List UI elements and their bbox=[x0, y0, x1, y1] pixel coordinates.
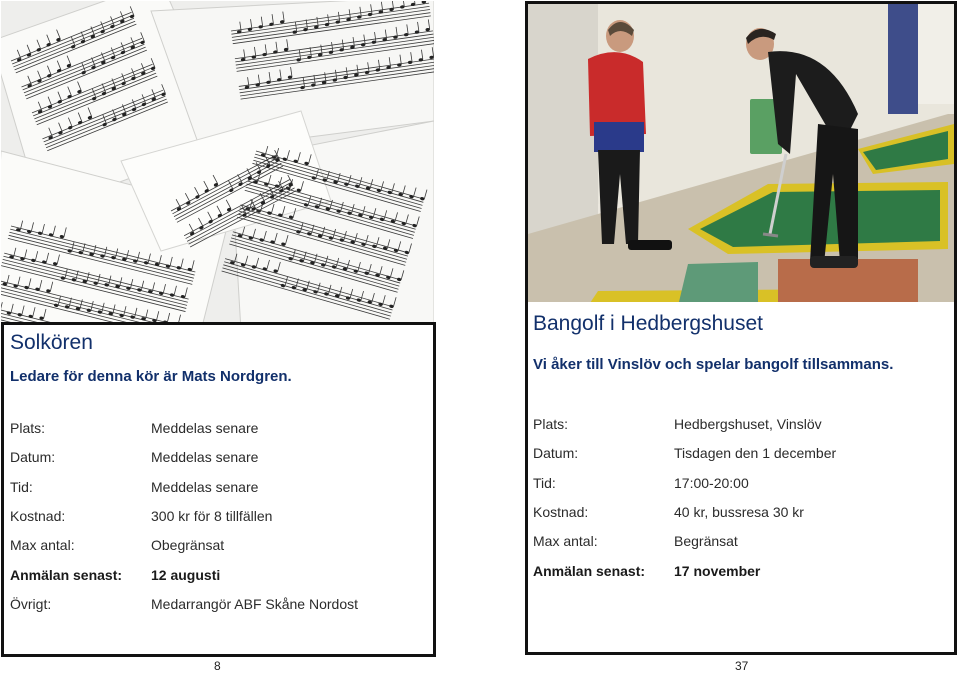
value-datum: Tisdagen den 1 december bbox=[674, 445, 836, 461]
value-tid: Meddelas senare bbox=[151, 479, 258, 495]
label-kostnad: Kostnad: bbox=[10, 508, 65, 524]
page-number-right: 37 bbox=[735, 659, 748, 673]
activity-card-solkoren bbox=[1, 322, 436, 657]
label-tid: Tid: bbox=[10, 479, 33, 495]
label-datum: Datum: bbox=[10, 449, 55, 465]
card-subtitle: Vi åker till Vinslöv och spelar bangolf tillsammans. bbox=[533, 356, 893, 373]
value-kostnad: 300 kr för 8 tillfällen bbox=[151, 508, 272, 524]
minigolf-photo bbox=[525, 1, 957, 303]
value-anmalan-senast: 17 november bbox=[674, 563, 760, 579]
value-ovrigt: Medarrangör ABF Skåne Nordost bbox=[151, 596, 358, 612]
value-max-antal: Obegränsat bbox=[151, 537, 224, 553]
label-max-antal: Max antal: bbox=[533, 533, 598, 549]
card-title: Bangolf i Hedbergshuset bbox=[533, 312, 763, 336]
label-plats: Plats: bbox=[533, 416, 568, 432]
card-title: Solkören bbox=[10, 331, 93, 355]
label-plats: Plats: bbox=[10, 420, 45, 436]
label-kostnad: Kostnad: bbox=[533, 504, 588, 520]
value-datum: Meddelas senare bbox=[151, 449, 258, 465]
label-anmalan-senast: Anmälan senast: bbox=[10, 567, 122, 583]
label-tid: Tid: bbox=[533, 475, 556, 491]
value-plats: Meddelas senare bbox=[151, 420, 258, 436]
sheet-music-photo bbox=[1, 1, 434, 322]
label-datum: Datum: bbox=[533, 445, 578, 461]
label-anmalan-senast: Anmälan senast: bbox=[533, 563, 645, 579]
label-ovrigt: Övrigt: bbox=[10, 596, 51, 612]
label-max-antal: Max antal: bbox=[10, 537, 75, 553]
value-kostnad: 40 kr, bussresa 30 kr bbox=[674, 504, 804, 520]
value-plats: Hedbergshuset, Vinslöv bbox=[674, 416, 822, 432]
activity-card-bangolf bbox=[525, 302, 957, 655]
page-number-left: 8 bbox=[214, 659, 221, 673]
value-max-antal: Begränsat bbox=[674, 533, 738, 549]
value-anmalan-senast: 12 augusti bbox=[151, 567, 220, 583]
card-subtitle: Ledare för denna kör är Mats Nordgren. bbox=[10, 368, 292, 385]
value-tid: 17:00-20:00 bbox=[674, 475, 749, 491]
